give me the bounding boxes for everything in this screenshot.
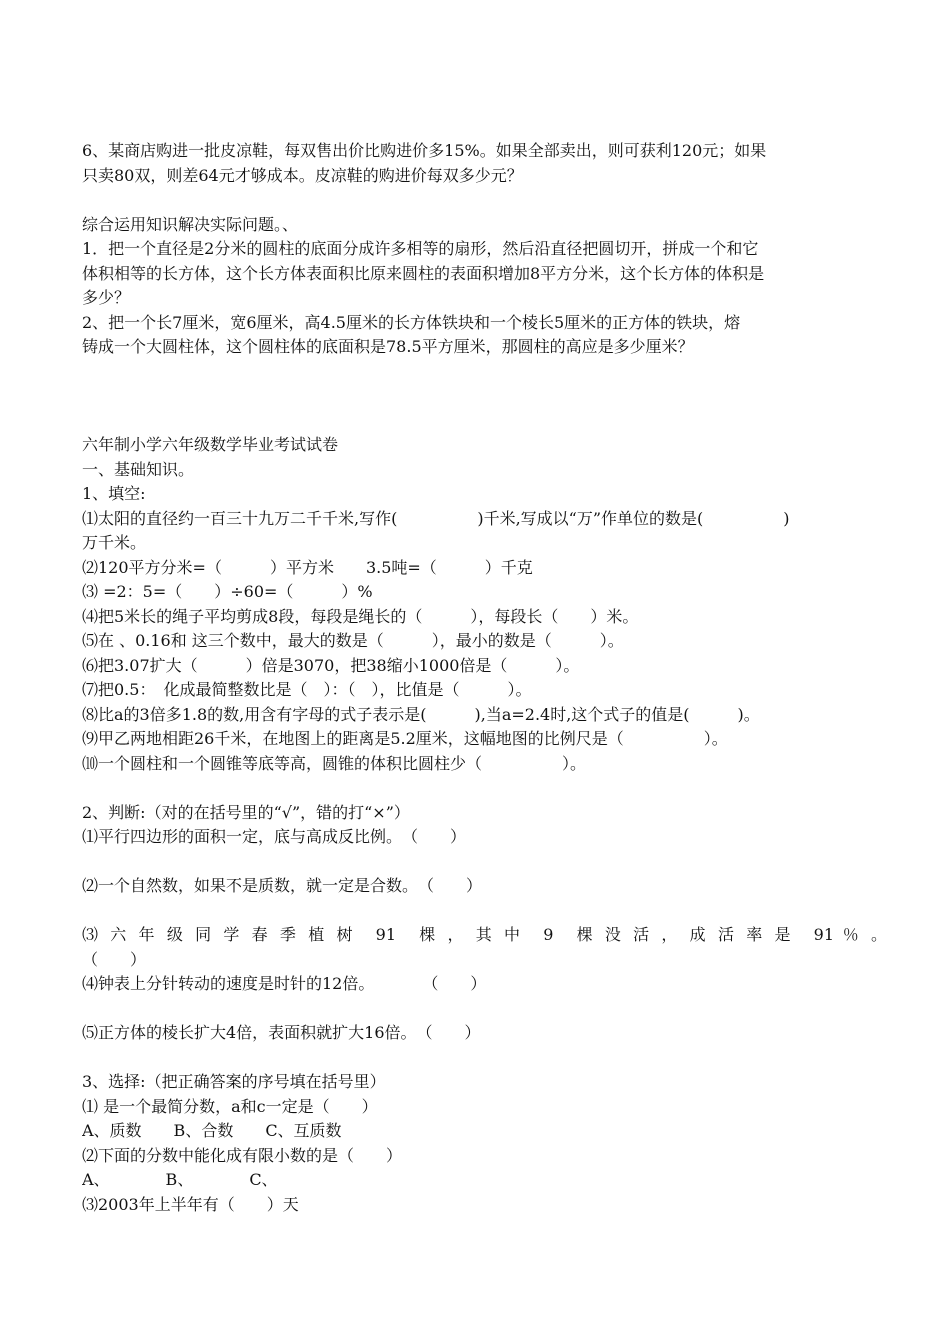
judge-item-3-line-1: ⑶ 六 年 级 同 学 春 季 植 树 91 棵 ， 其 中 9 棵 没 活 ， 成 活 率 是 91 ％ 。 (82, 925, 887, 944)
judge-item-3-line-2: （ ） (82, 949, 147, 969)
fill-blank-heading: 1、填空: (82, 484, 146, 503)
fill-item-7: ⑺把0.5： 化成最简整数比是（ ）：（ ），比值是（ ）。 (82, 680, 532, 699)
judge-item-1: ⑴平行四边形的面积一定，底与高成反比例。 （ ） (82, 827, 467, 846)
applied-problem-2-line-1: 2、把一个长7厘米，宽6厘米，高4.5厘米的长方体铁块和一个棱长5厘米的正方体的铁块，熔 (82, 312, 741, 332)
judge-heading: 2、判断:（对的在括号里的“√”，错的打“×”） (82, 802, 410, 822)
fill-item-1-line-2: 万千米。 (82, 533, 147, 552)
fill-item-6: ⑹把3.07扩大（ ）倍是3070，把38缩小1000倍是（ ）。 (82, 655, 580, 675)
choice-item-2-options: A、 B、 C、 (82, 1170, 278, 1189)
choice-item-2: ⑵下面的分数中能化成有限小数的是（ ） (82, 1145, 403, 1165)
choice-item-1: ⑴ 是一个最简分数，a和c一定是（ ） (82, 1096, 378, 1116)
part-1-heading: 一、基础知识。 (82, 459, 195, 479)
choice-item-1-options: A、质数 B、合数 C、互质数 (82, 1121, 342, 1140)
problem-6-line-1: 6、某商店购进一批皮凉鞋，每双售出价比购进价多15%。如果全部卖出，则可获利120元；如果 (82, 141, 767, 160)
section-heading-applied: 综合运用知识解决实际问题。、 (82, 214, 299, 234)
applied-problem-1-line-1: 1．把一个直径是2分米的圆柱的底面分成许多相等的扇形，然后沿直径把圆切开，拼成一个和它 (82, 239, 759, 258)
judge-item-5: ⑸正方体的棱长扩大4倍，表面积就扩大16倍。 （ ） (82, 1023, 481, 1042)
document-content (82, 139, 887, 1217)
fill-item-9: ⑼甲乙两地相距26千米，在地图上的距离是5.2厘米，这幅地图的比例尺是（ ）。 (82, 729, 728, 748)
judge-item-4: ⑷钟表上分针转动的速度是时针的12倍。 （ ） (82, 974, 487, 993)
fill-item-2: ⑵120平方分米=（ ）平方米 3.5吨=（ ）千克 (82, 557, 533, 577)
applied-problem-1-line-3: 多少？ (82, 288, 131, 307)
fill-item-3: ⑶ =2：5=（ ）÷60=（ ）% (82, 582, 373, 601)
exam-title: 六年制小学六年级数学毕业考试试卷 (82, 435, 339, 454)
fill-item-8: ⑻比a的3倍多1.8的数,用含有字母的式子表示是( ),当a=2.4时,这个式子的值是( )。 (82, 704, 760, 724)
applied-problem-1-line-2: 体积相等的长方体，这个长方体表面积比原来圆柱的表面积增加8平方分米，这个长方体的体积是 (82, 263, 765, 283)
choice-heading: 3、选择:（把正确答案的序号填在括号里） (82, 1072, 386, 1091)
problem-6-line-2: 只卖80双，则差64元才够成本。皮凉鞋的购进价每双多少元？ (82, 165, 523, 185)
fill-item-1-line-1: ⑴太阳的直径约一百三十九万二千千米,写作( )千米,写成以“万”作单位的数是( ) (82, 508, 790, 528)
judge-item-2: ⑵一个自然数，如果不是质数，就一定是合数。 （ ） (82, 876, 483, 895)
applied-problem-2-line-2: 铸成一个大圆柱体，这个圆柱体的底面积是78.5平方厘米，那圆柱的高应是多少厘米？ (82, 337, 694, 356)
fill-item-4: ⑷把5米长的绳子平均剪成8段，每段是绳长的（ ），每段长（ ）米。 (82, 606, 639, 626)
fill-item-10: ⑽一个圆柱和一个圆锥等底等高，圆锥的体积比圆柱少（ ）。 (82, 753, 587, 773)
fill-item-5: ⑸在 、0.16和 这三个数中，最大的数是（ ），最小的数是（ ）。 (82, 631, 624, 650)
choice-item-3: ⑶2003年上半年有（ ）天 (82, 1194, 299, 1214)
